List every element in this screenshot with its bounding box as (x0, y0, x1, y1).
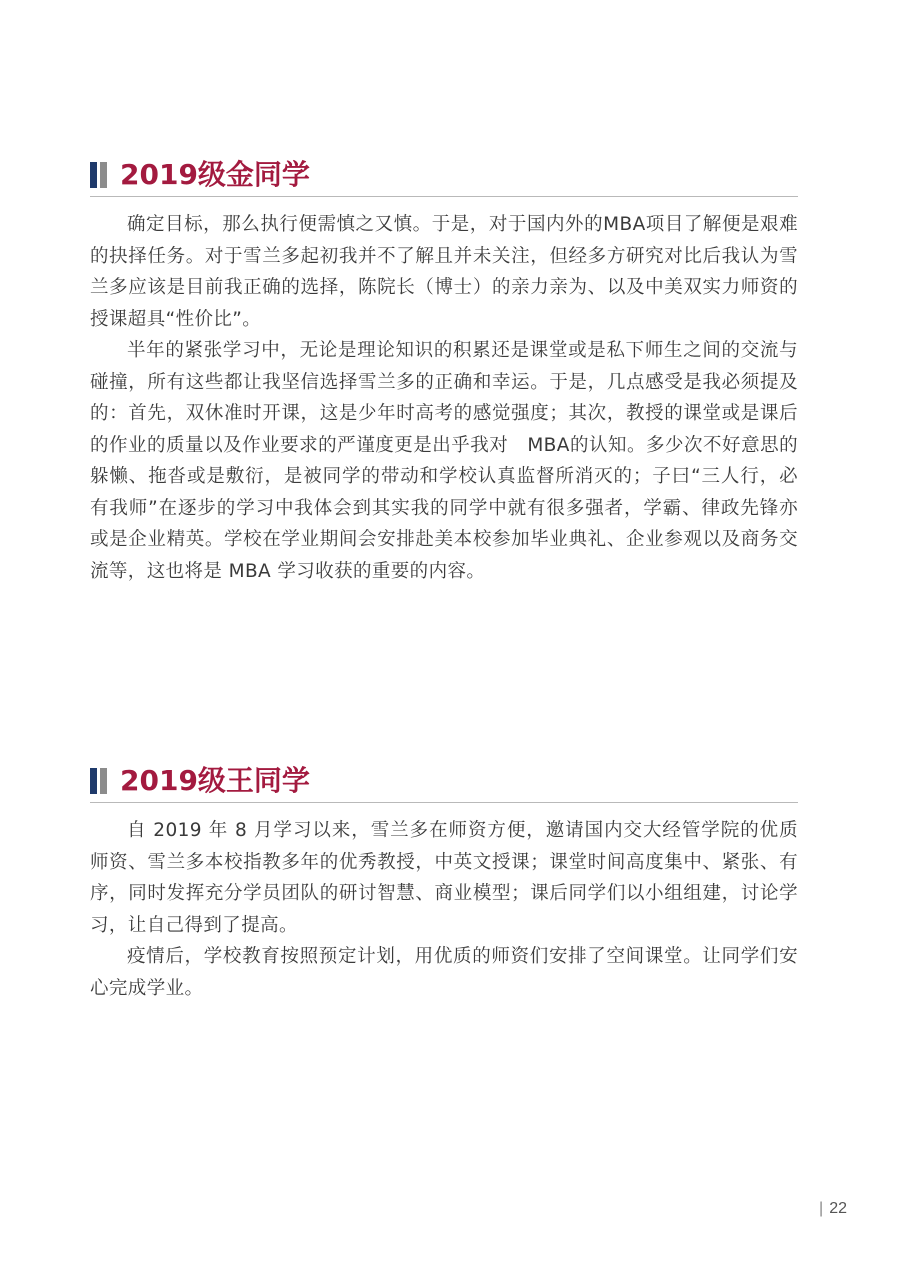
section-title: 2019级金同学 (120, 158, 310, 191)
section-header (90, 156, 798, 197)
title-marker-icon (90, 162, 107, 188)
section-header (90, 762, 798, 803)
page-number-value: 22 (829, 1200, 847, 1217)
section-body (90, 209, 798, 587)
paragraph: 确定目标，那么执行便需慎之又慎。于是，对于国内外的MBA项目了解便是艰难的抉择任务。对于雪兰多起初我并不了解且并未关注，但经多方研究对比后我认为雪兰多应该是目前我正确的选择，陈院长（博士）的亲力亲为、以及中美双实力师资的授课超具“性价比”。 (90, 214, 798, 330)
section-2 (90, 762, 798, 1004)
paragraph: 半年的紧张学习中，无论是理论知识的积累还是课堂或是私下师生之间的交流与碰撞，所有这些都让我坚信选择雪兰多的正确和幸运。于是，几点感受是我必须提及的：首先，双休准时开课，这是少年时高考的感觉强度；其次，教授的课堂或是课后的作业的质量以及作业要求的严谨度更是出乎我对 MBA的认知。多少次不好意思的躲懒、拖沓或是敷衍，是被同学的带动和学校认真监督所消灭的；子曰“三人行，必有我师”在逐步的学习中我体会到其实我的同学中就有很多强者，学霸、律政先锋亦或是企业精英。学校在学业期间会安排赴美本校参加毕业典礼、企业参观以及商务交流等，这也将是 MBA 学习收获的重要的内容。 (90, 340, 798, 582)
section-title: 2019级王同学 (120, 764, 310, 797)
section-1 (90, 156, 798, 587)
section-body (90, 815, 798, 1004)
page-number-separator: | (819, 1200, 824, 1217)
title-marker-icon (90, 768, 107, 794)
paragraph: 自 2019 年 8 月学习以来，雪兰多在师资方便，邀请国内交大经管学院的优质师资、雪兰多本校指教多年的优秀教授，中英文授课；课堂时间高度集中、紧张、有序，同时发挥充分学员团队的研讨智慧、商业模型；课后同学们以小组组建，讨论学习，让自己得到了提高。 (90, 820, 798, 936)
page-number (819, 1200, 847, 1218)
paragraph: 疫情后，学校教育按照预定计划，用优质的师资们安排了空间课堂。让同学们安心完成学业。 (90, 946, 798, 999)
